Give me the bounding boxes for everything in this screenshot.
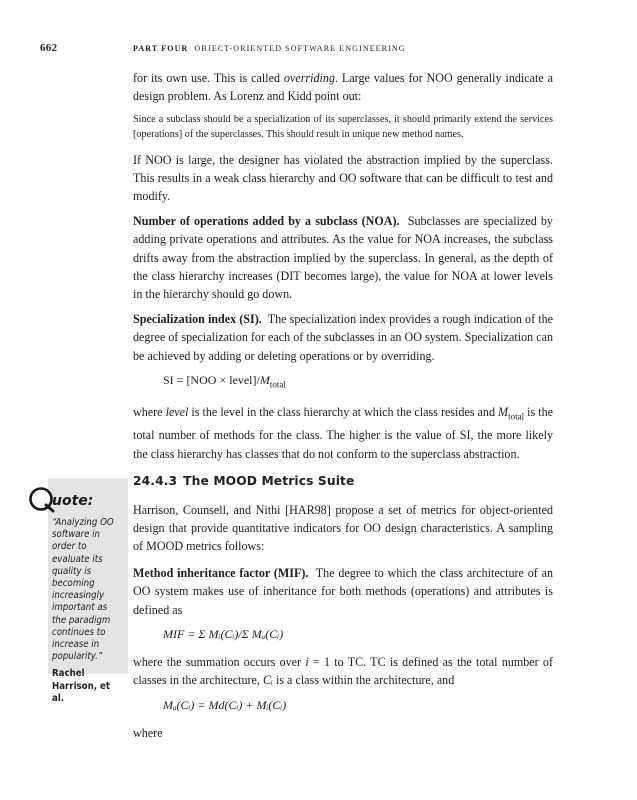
paragraph-summation: where the summation occurs over i = 1 to TC. TC is defined as the total number of classes in the architecture, Cᵢ is a class within the architecture, and xyxy=(133,654,553,688)
term-si: Specialization index (SI). xyxy=(133,311,262,326)
paragraph-where: where xyxy=(133,725,163,740)
formula-si: SI = $[NOO \times level]/M_{total}$ xyxy=(163,373,286,390)
paragraph-noo: If NOO is large, the designer has violated the abstraction implied by the superclass. This results in a weak class hierarchy and OO software that can be difficult to test and modify. xyxy=(133,152,553,204)
running-header xyxy=(133,44,406,53)
paragraph-overriding: for its own use. This is called overriding. Large values for NOO generally indicate a design problem. As Lorenz and Kidd point out: xyxy=(133,71,553,104)
page-number: 662 xyxy=(40,42,58,54)
main-column xyxy=(133,69,553,748)
term-noa: Number of operations added by a subclass (NOA). xyxy=(133,213,400,228)
paragraph-si-where: where level is the level in the class hierarchy at which the class resides and $M_{total}$ is the total number of methods for the class. The higher is the value of SI, the more likely the class hierarchy has classes that do not conform to the superclass abstraction. xyxy=(133,405,554,461)
part-title: OBJECT-ORIENTED SOFTWARE ENGINEERING xyxy=(194,44,406,53)
margin-quote-author: Rachel Harrison, et al. xyxy=(52,668,110,704)
paragraph-noa: Number of operations added by a subclass (NOA). Subclasses are specialized by adding private operations and attributes. As the value for NOA increases, the subclass drifts away from the abstraction implied by the superclass. In general, as the depth of the class hierarchy increases (DIT becomes large), the value for NOA at lower levels in the hierarchy should go down. xyxy=(133,213,553,302)
part-label: PART FOUR xyxy=(133,44,189,53)
term-mif: Method inheritance factor (MIF). xyxy=(133,565,309,580)
quote-badge-icon xyxy=(28,486,96,514)
quote-badge-label: uote: xyxy=(52,493,94,509)
margin-quote-text: “Analyzing OO software in order to evaluate its quality is becoming increasingly important as the paradigm continues to increase in popularity.” xyxy=(52,517,114,663)
block-quote: Since a subclass should be a specialization of its superclasses, it should primarily extend the services [operations] of the superclasses. This should result in unique new method names. xyxy=(133,113,553,141)
section-heading: 24.4.3 The MOOD Metrics Suite xyxy=(133,474,355,489)
margin-quote xyxy=(52,517,122,705)
formula-mif: MIF = Σ Mᵢ(Cᵢ)/Σ Mₐ(Cᵢ) xyxy=(163,626,284,641)
paragraph-si: Specialization index (SI). The specialization index provides a rough indication of the degree of specialization for each of the subclasses in an OO system. Specialization can be achieved by adding or deleting operations or by overriding. xyxy=(133,311,553,363)
paragraph-mif: Method inheritance factor (MIF). The degree to which the class architecture of an OO system makes use of inheritance for both methods (operations) and attributes is defined as xyxy=(133,565,554,617)
paragraph-mood-intro: Harrison, Counsell, and Nithi [HAR98] propose a set of metrics for object-oriented design that provide quantitative indicators for OO design characteristics. A sampling of MOOD metrics follows: xyxy=(133,502,553,554)
formula-ma: Mₐ(Cᵢ) = Md(Cᵢ) + Mᵢ(Cᵢ) xyxy=(163,697,287,712)
